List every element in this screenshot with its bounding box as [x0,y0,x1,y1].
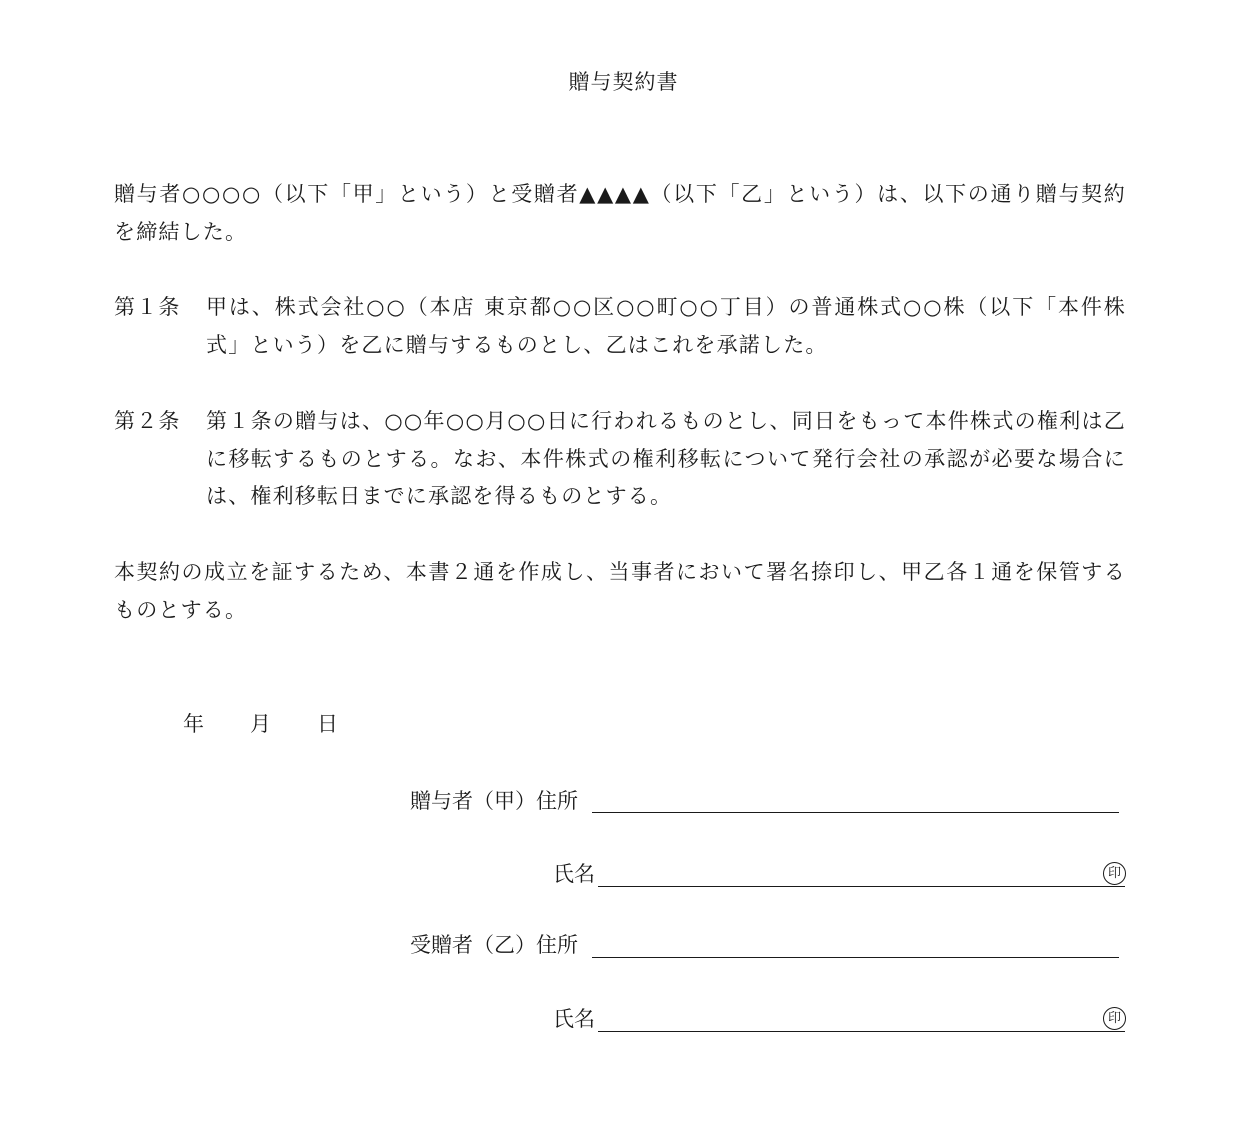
intro-paragraph: 贈与者○○○○（以下「甲」という）と受贈者▲▲▲▲（以下「乙」という）は、以下の通り贈与契約を締結した。 [114,182,1126,244]
date-line [183,706,338,743]
donor-address-label: 贈与者（甲）住所 [410,789,578,813]
donor-name-field[interactable] [598,886,1125,887]
donee-name-field[interactable] [598,1031,1125,1032]
article-2-text: 第１条の贈与は、○○年○○月○○日に行われるものとし、同日をもって本件株式の権利は乙に移転するものとする。なお、本件株式の権利移転について発行会社の承認が必要な場合には、権利移転日までに承認を得るものとする。 [206,409,1126,508]
article-2 [114,403,1126,516]
date-month-label: 月 [250,712,271,736]
article-1-text: 甲は、株式会社○○（本店 東京都○○区○○町○○丁目）の普通株式○○株（以下「本件株式」という）を乙に贈与するものとし、乙はこれを承諾した。 [206,295,1126,357]
article-1-heading: 第１条 [114,295,181,319]
donor-seal-mark: 印 [1103,862,1126,885]
donee-name-label: 氏名 [553,1007,595,1031]
article-1 [114,289,1126,364]
article-2-heading: 第２条 [114,409,181,433]
document-title: 贈与契約書 [568,70,679,94]
donee-address-field[interactable] [592,957,1119,958]
donor-name-label: 氏名 [553,862,595,886]
donee-address-label: 受贈者（乙）住所 [410,933,578,957]
date-day-label: 日 [317,712,338,736]
closing-paragraph: 本契約の成立を証するため、本書２通を作成し、当事者において署名捺印し、甲乙各１通を保管するものとする。 [114,560,1126,622]
donor-address-field[interactable] [592,812,1119,813]
date-year-label: 年 [183,712,204,736]
donee-seal-mark: 印 [1103,1007,1126,1030]
